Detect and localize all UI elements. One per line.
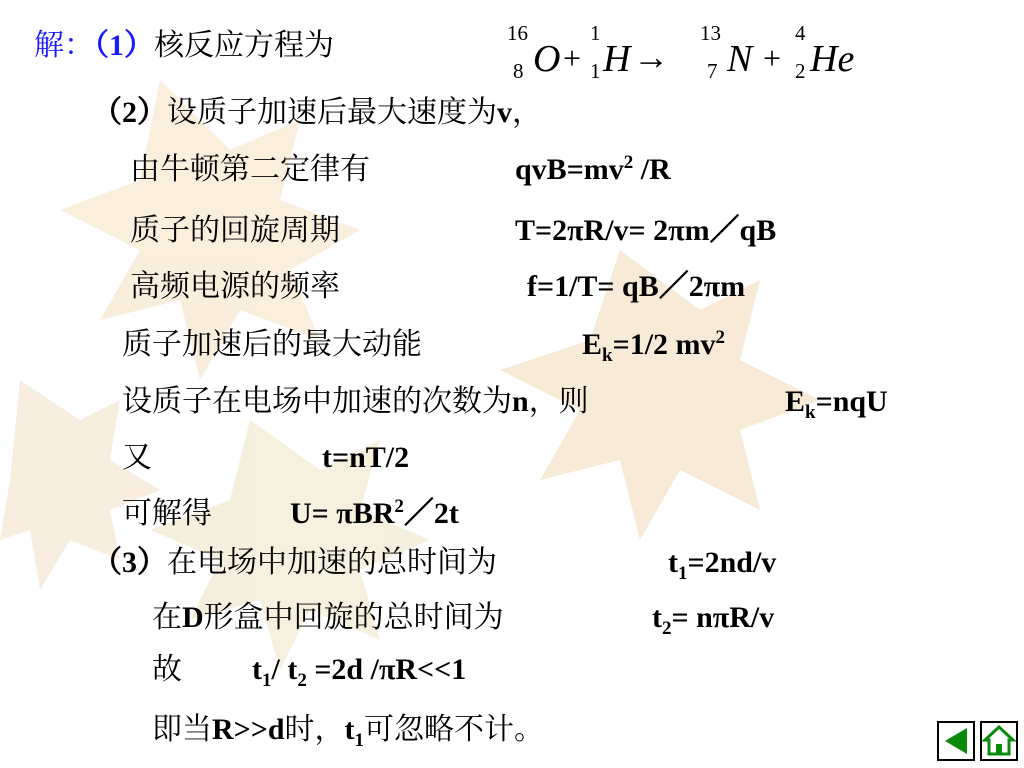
energy-nqu-equation: [785, 384, 888, 423]
part1-text: 核反应方程为: [154, 28, 334, 63]
h-charge: 1: [590, 59, 601, 83]
period-equation: T=2πR/v= 2πm／qB: [515, 214, 777, 247]
voltage-equation: [290, 496, 459, 532]
u-main: U= πBR: [290, 497, 395, 530]
n-charge: 7: [707, 59, 718, 83]
newton-eq-main: qvB=mv: [515, 153, 624, 186]
part1-number: （1）: [94, 29, 154, 62]
ek-e: E: [582, 328, 603, 361]
conclusion-line: [152, 712, 545, 751]
part1-line: [34, 28, 334, 64]
ratio-tail: =2d /πR<<1: [306, 653, 467, 686]
t2-equation: [652, 600, 775, 639]
ek-sup: 2: [715, 327, 726, 348]
concl-c: 时，: [284, 712, 345, 747]
concl-e: 可忽略不计。: [364, 712, 545, 747]
u-tail: ／2t: [403, 497, 459, 530]
he-charge: 2: [795, 59, 806, 83]
n-label-tail: ，则: [528, 384, 589, 419]
home-icon: [982, 723, 1016, 759]
part3-t1-label: 在电场中加速的总时间为: [167, 545, 497, 580]
n-label-text: 设质子在电场中加速的次数为: [122, 384, 512, 419]
ratio-sub1: 1: [262, 670, 272, 691]
nqu-e: E: [785, 385, 806, 418]
concl-b: R>>d: [212, 713, 285, 746]
t1-main: =2nd/v: [687, 546, 777, 579]
solution-label: 解：: [34, 28, 94, 63]
newton-eq-sup: 2: [623, 152, 634, 173]
concl-sub: 1: [354, 730, 365, 751]
t2-label-a: 在: [152, 600, 182, 635]
t1-equation: [668, 545, 777, 584]
ek-main: =1/2 mv: [612, 328, 716, 361]
frequency-equation: f=1/T= qB／2πm: [527, 270, 746, 303]
ratio-sub2: 2: [297, 670, 307, 691]
he-mass: 4: [795, 21, 806, 45]
newton-label: 由牛顿第二定律有: [130, 152, 370, 187]
nqu-main: =nqU: [815, 385, 888, 418]
ratio-equation: [252, 652, 467, 691]
period-label: 质子的回旋周期: [130, 213, 340, 248]
plus-2: +: [763, 40, 782, 76]
ratio-t1: t: [252, 653, 262, 686]
t1-t: t: [668, 546, 678, 579]
home-button[interactable]: [980, 721, 1018, 761]
h-symbol: H: [603, 38, 631, 80]
part3-line: [92, 545, 497, 581]
t1-sub: 1: [678, 563, 688, 584]
part2-number: （2）: [92, 96, 167, 129]
triangle-left-icon: [939, 723, 973, 759]
t2-label-b: 形盒中回旋的总时间为: [203, 600, 504, 635]
ratio-label: 故: [152, 652, 182, 687]
t2-main: = nπR/v: [671, 601, 775, 634]
part3-number: （3）: [92, 546, 167, 579]
o-mass: 16: [507, 21, 528, 45]
frequency-label: 高频电源的频率: [130, 269, 340, 304]
ek-sub: k: [602, 345, 613, 366]
t2-sub: 2: [662, 618, 672, 639]
back-button[interactable]: [937, 721, 975, 761]
ratio-slash: / t: [271, 653, 298, 686]
part2-intro-text: 设质子加速后最大速度为: [167, 95, 497, 130]
n-label-var: n: [512, 385, 529, 418]
part2-intro: [92, 95, 542, 131]
h-mass: 1: [590, 21, 601, 45]
t2-label: [152, 600, 504, 636]
part2-intro-end: ，: [512, 95, 542, 130]
u-sup: 2: [394, 496, 404, 517]
o-charge: 8: [513, 59, 524, 83]
newton-equation: [515, 152, 671, 188]
nqu-sub: k: [805, 402, 816, 423]
kinetic-energy-label: 质子加速后的最大动能: [122, 327, 422, 362]
t2-label-var: D: [182, 601, 204, 634]
n-symbol: N: [727, 38, 753, 80]
also-label: 又: [122, 440, 152, 475]
acceleration-count-label: [122, 384, 589, 420]
kinetic-energy-equation: [582, 327, 726, 366]
he-symbol: He: [810, 38, 855, 80]
n-mass: 13: [700, 21, 721, 45]
reaction-arrow: →: [633, 37, 669, 77]
newton-eq-tail: /R: [633, 153, 671, 186]
solve-label: 可解得: [122, 496, 212, 531]
nuclear-reaction-equation: [505, 16, 875, 88]
o-symbol: O: [533, 38, 561, 80]
plus-1: +: [563, 40, 582, 76]
time-equation: t=nT/2: [322, 441, 410, 474]
concl-a: 即当: [152, 712, 212, 747]
concl-d: t: [344, 713, 355, 746]
t2-t: t: [652, 601, 662, 634]
part2-intro-var: v: [497, 96, 512, 129]
